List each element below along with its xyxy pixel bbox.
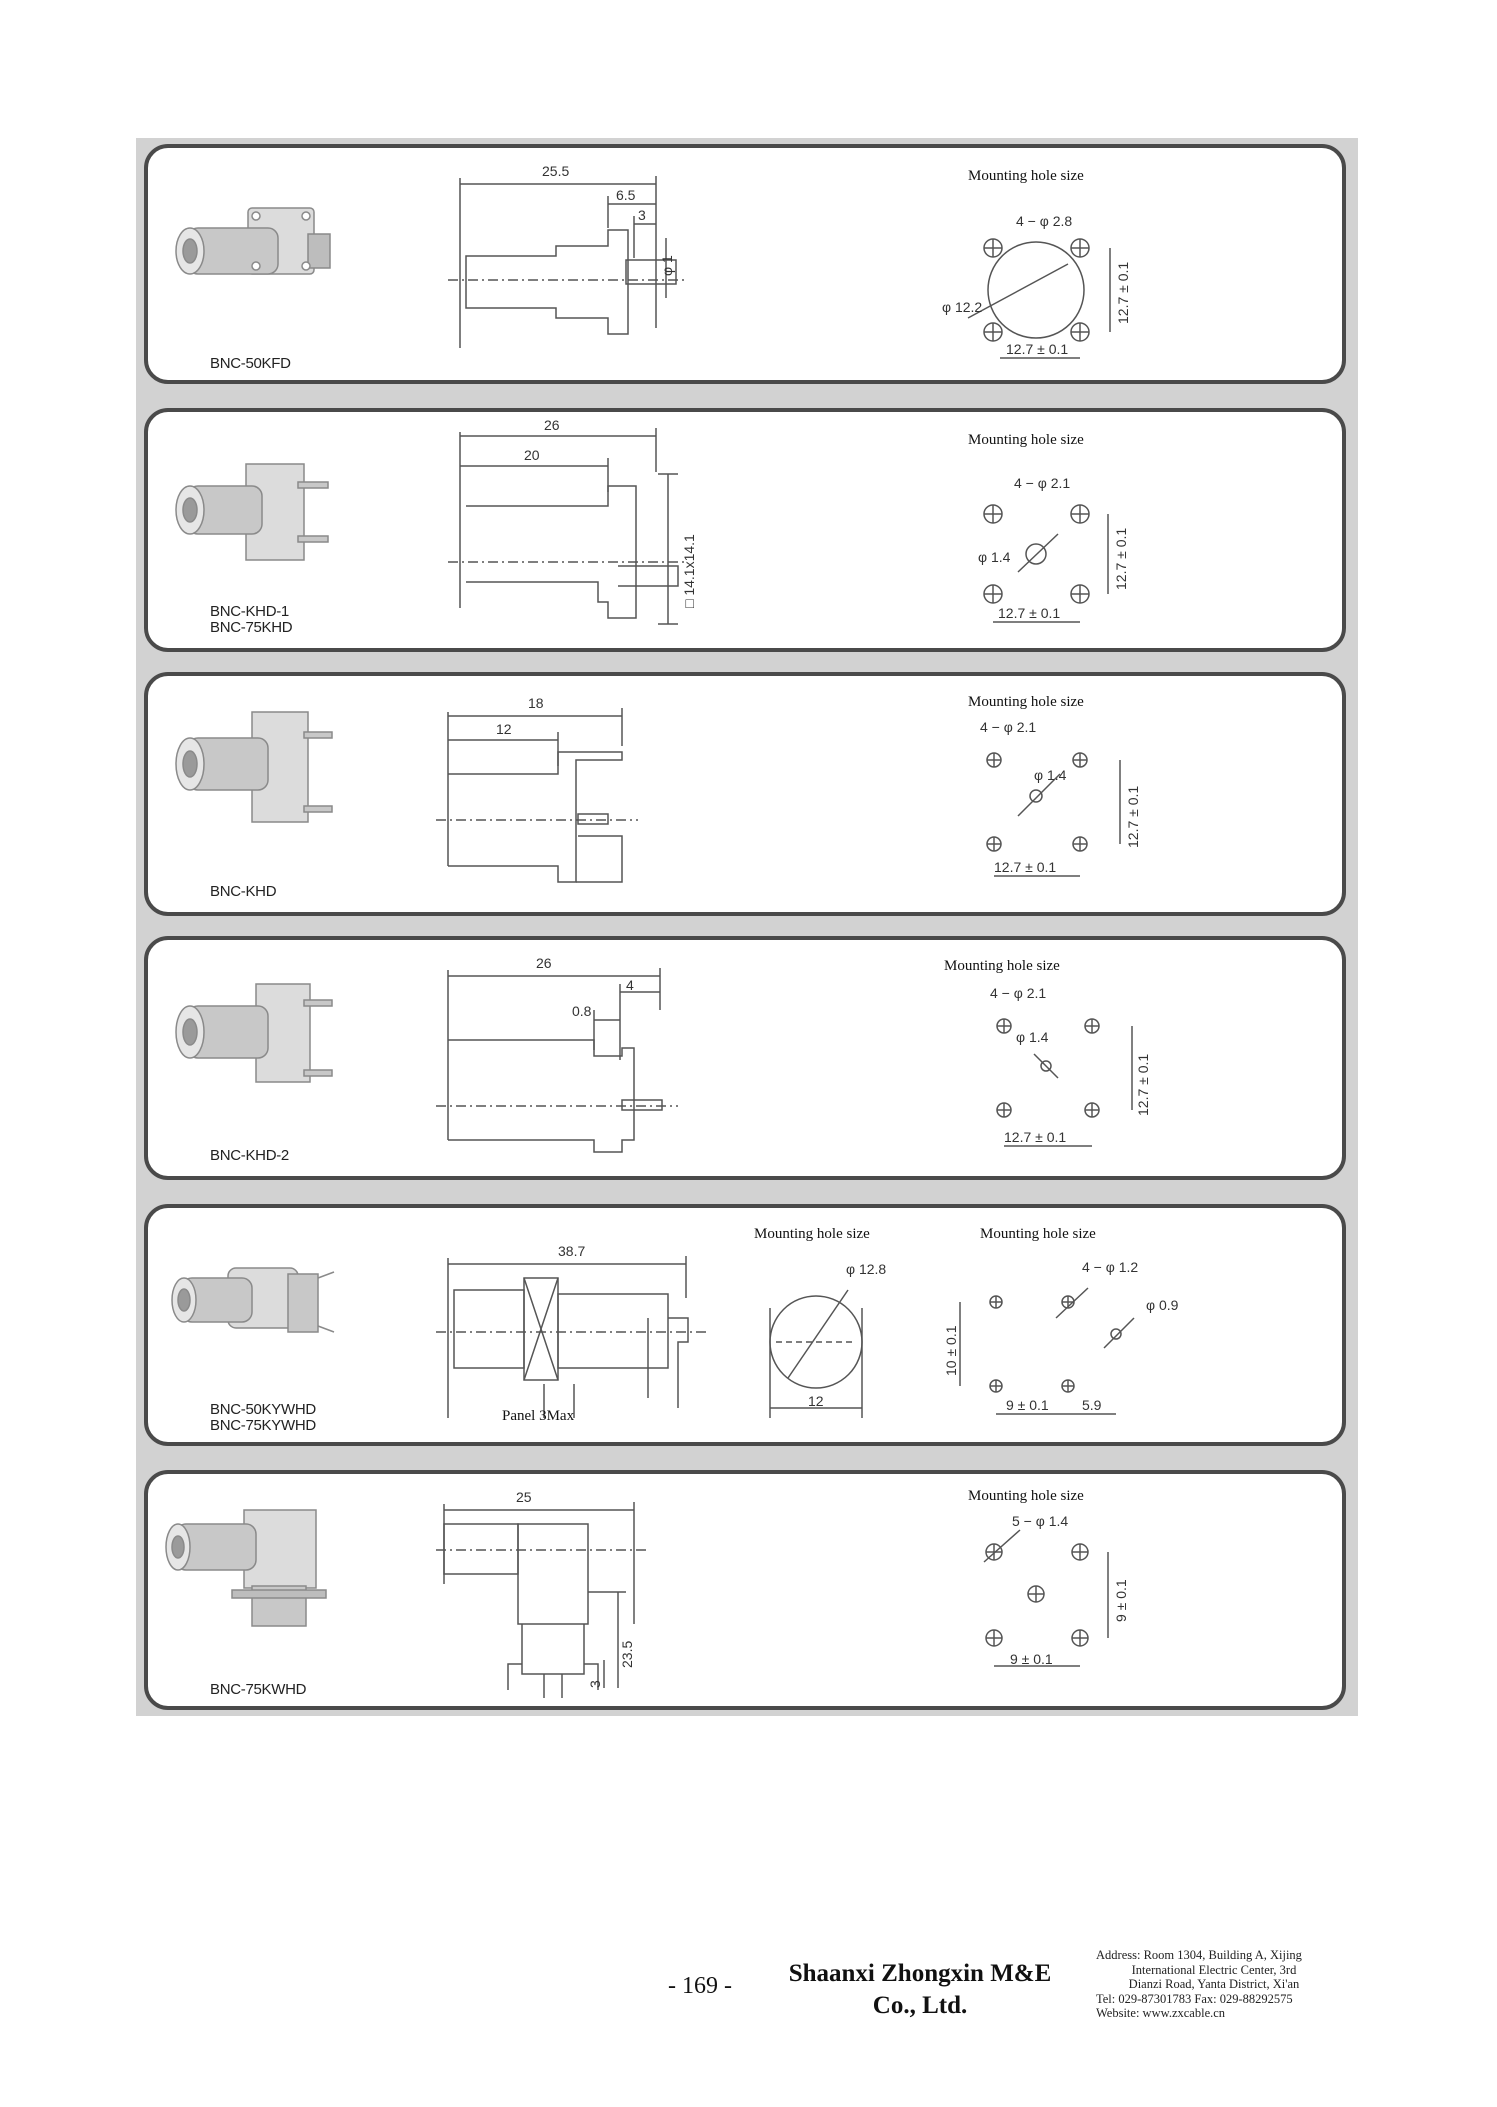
model-label: BNC-KHD-2 [210,1147,289,1164]
side-view-drawing [436,968,678,1152]
mounting-hole-label: Mounting hole size [968,168,1084,184]
mounting-hole-label: Mounting hole size [968,1488,1084,1504]
dim-center-dia: φ 1.4 [1016,1029,1049,1045]
mounting-hole-label: Mounting hole size [968,694,1084,710]
dim-pitch-y: 9 ± 0.1 [1113,1579,1129,1622]
dim-center-dia: φ 12.2 [942,299,983,315]
dim-pitch-x: 12.7 ± 0.1 [994,859,1057,875]
technical-drawing [148,940,1350,1184]
technical-drawing [148,1208,1350,1450]
product-panel-bnc-khd-1 [144,408,1346,652]
dim-pitch-y: 12.7 ± 0.1 [1125,785,1141,848]
dim-holes: 4 − φ 2.8 [1016,213,1073,229]
dim-panel: 0.8 [572,1003,592,1019]
company-name-line-2: Co., Ltd. [872,1992,968,2019]
dim-pitch-x: 9 ± 0.1 [1006,1397,1049,1413]
connector-photo [172,1268,334,1332]
mounting-hole-label: Mounting hole size [944,958,1060,974]
dim-center-dia: φ 1.4 [978,549,1011,565]
website-link[interactable]: Website: www.zxcable.cn [1096,2006,1226,2020]
dim-hole-dia: φ 12.8 [846,1261,887,1277]
model-label: BNC-50KYWHD BNC-75KYWHD [210,1401,316,1434]
dim-pin-dia: φ 1 [659,255,675,276]
dim-flange: 6.5 [616,187,636,203]
side-view-drawing [448,176,688,348]
panel-thickness-note: Panel 3Max [502,1408,575,1424]
side-view-drawing [448,428,688,624]
dim-pin: 3 [638,207,646,223]
technical-drawing [148,1474,1350,1714]
dim-holes: 4 − φ 2.1 [990,985,1047,1001]
product-panel-bnc-50kfd [144,144,1346,384]
technical-drawing [148,148,1350,388]
dim-center-dia: φ 1.4 [1034,767,1067,783]
company-address [1096,1948,1332,2021]
mounting-hole-drawing [984,1530,1108,1666]
catalog-sheet [136,138,1358,1716]
product-panel-bnc-50kywhd [144,1204,1346,1446]
dim-length: 25 [516,1489,532,1505]
address-line: Dianzi Road, Yanta District, Xi'an [1128,1977,1300,1991]
dim-pitch-x: 12.7 ± 0.1 [1004,1129,1067,1145]
dim-pin: 3 [587,1680,603,1688]
dim-holes: 4 − φ 1.2 [1082,1259,1139,1275]
dim-pin-dia: φ 0.9 [1146,1297,1179,1313]
product-panel-bnc-khd-2 [144,936,1346,1180]
product-panel-bnc-75kwhd [144,1470,1346,1710]
connector-photo [176,984,332,1082]
side-view-drawing [436,708,638,882]
dim-holes: 4 − φ 2.1 [1014,475,1071,491]
dim-holes: 4 − φ 2.1 [980,719,1037,735]
model-label: BNC-KHD-1 BNC-75KHD [210,603,293,636]
company-name [760,1958,1080,2022]
dim-square: □ 14.1x14.1 [681,534,697,608]
mounting-hole-label: Mounting hole size [968,432,1084,448]
contact-phone-fax: Tel: 029-87301783 Fax: 029-88292575 [1096,1991,1293,2006]
connector-photo [176,208,330,274]
dim-pitch-x: 12.7 ± 0.1 [1006,341,1069,357]
page-number: - 169 - [668,1973,732,1999]
dim-height: 23.5 [619,1640,635,1668]
dim-length: 26 [536,955,552,971]
dim-flange: 4 [626,977,634,993]
dim-length: 25.5 [542,163,570,179]
company-name-line-1: Shaanxi Zhongxin M&E [788,1960,1052,1987]
technical-drawing [148,412,1350,656]
dim-length: 38.7 [558,1243,586,1259]
dim-pitch-y: 12.7 ± 0.1 [1113,527,1129,590]
dim-pitch-x: 12.7 ± 0.1 [998,605,1061,621]
dim-width: 12 [808,1393,824,1409]
side-view-drawing [436,1502,648,1698]
model-label: BNC-75KWHD [210,1681,307,1698]
dim-pitch-y: 12.7 ± 0.1 [1135,1053,1151,1116]
product-panel-bnc-khd [144,672,1346,916]
side-view-drawing [436,1256,708,1418]
mounting-hole-drawing-2 [960,1288,1134,1414]
mounting-hole-label-2: Mounting hole size [980,1226,1096,1242]
dim-length: 18 [528,695,544,711]
address-line: International Electric Center, 3rd [1131,1962,1297,1977]
technical-drawing [148,676,1350,920]
dim-holes: 5 − φ 1.4 [1012,1513,1069,1529]
connector-photo [176,464,328,560]
connector-photo [176,712,332,822]
mounting-hole-label-1: Mounting hole size [754,1226,870,1242]
dim-offset: 5.9 [1082,1397,1102,1413]
model-label: BNC-50KFD [210,355,291,372]
connector-photo [166,1510,326,1626]
dim-body: 20 [524,447,540,463]
dim-length: 26 [544,417,560,433]
model-label: BNC-KHD [210,883,277,900]
dim-pitch-y: 10 ± 0.1 [943,1325,959,1376]
address-line: Address: Room 1304, Building A, Xijing [1096,1948,1302,1962]
dim-pitch-x: 9 ± 0.1 [1010,1651,1053,1667]
dim-body: 12 [496,721,512,737]
dim-pitch-y: 12.7 ± 0.1 [1115,261,1131,324]
